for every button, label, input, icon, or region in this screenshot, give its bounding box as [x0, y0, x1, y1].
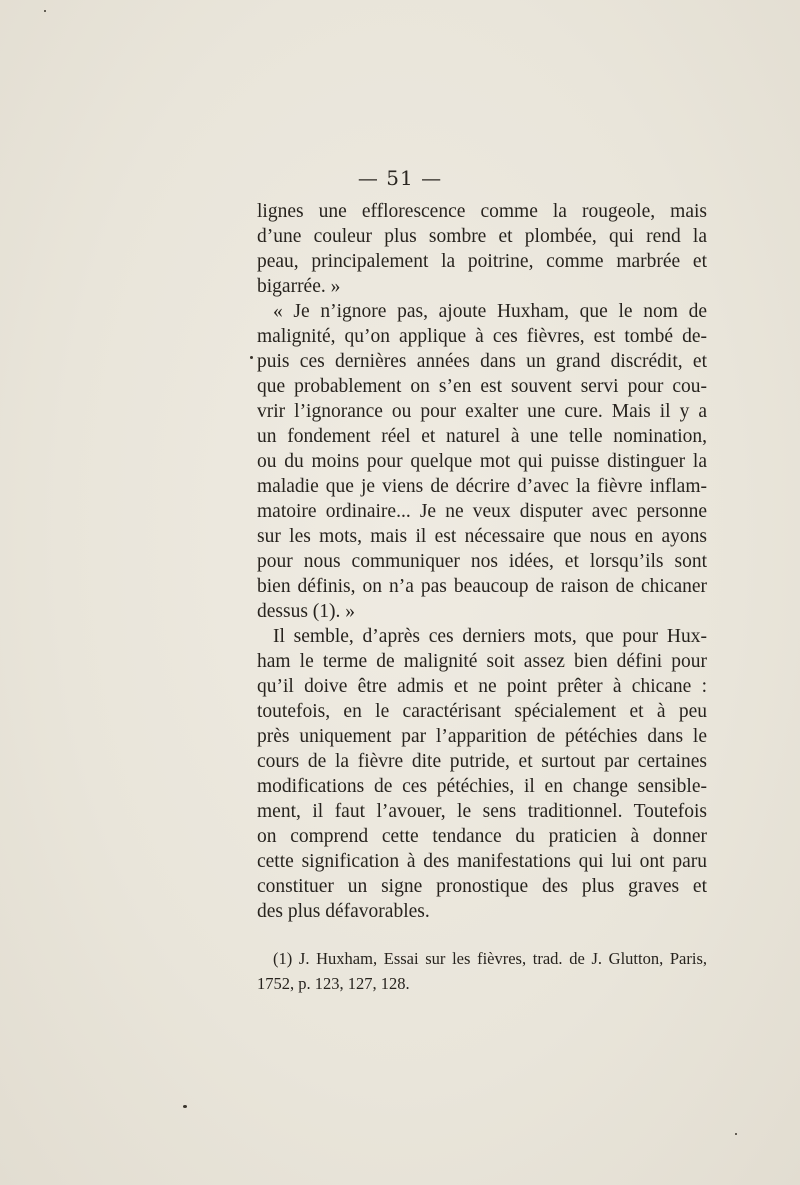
- text-line: maladie que je viens de décrire d’avec la fièvre inflam-: [257, 476, 707, 497]
- text-line: vrir l’ignorance ou pour exalter une cure. Mais il y a: [257, 401, 707, 422]
- footnote-line: (1) J. Huxham, Essai sur les fièvres, trad. de J. Glutton, Paris,: [273, 949, 707, 968]
- text-line: qu’il doive être admis et ne point prêter à chicane :: [257, 676, 707, 697]
- text-line: cours de la fièvre dite putride, et surtout par certaines: [257, 751, 707, 772]
- text-line: lignes une efflorescence comme la rougeole, mais: [257, 201, 707, 222]
- text-line: un fondement réel et naturel à une telle nomination,: [257, 426, 707, 447]
- text-line: d’une couleur plus sombre et plombée, qui rend la: [257, 226, 707, 247]
- text-line: on comprend cette tendance du praticien à donner: [257, 826, 707, 847]
- footnote-line: 1752, p. 123, 127, 128.: [257, 974, 410, 993]
- text-line: cette signification à des manifestations qui lui ont paru: [257, 851, 707, 872]
- text-line: dessus (1). »: [257, 601, 356, 622]
- text-line: ment, il faut l’avouer, le sens traditionnel. Toutefois: [257, 801, 707, 822]
- text-line: bien définis, on n’a pas beaucoup de raison de chicaner: [257, 576, 707, 597]
- text-line: modifications de ces pétéchies, il en change sensible-: [257, 776, 707, 797]
- text-line: ou du moins pour quelque mot qui puisse distinguer la: [257, 451, 707, 472]
- text-line: malignité, qu’on applique à ces fièvres, est tombé de-: [257, 326, 707, 347]
- text-line: « Je n’ignore pas, ajoute Huxham, que le nom de: [273, 301, 707, 322]
- page-number: — 51 —: [357, 166, 443, 190]
- text-line: pour nous communiquer nos idées, et lorsqu’ils sont: [257, 551, 707, 572]
- text-line: Il semble, d’après ces derniers mots, que pour Hux-: [273, 626, 707, 647]
- text-line: toutefois, en le caractérisant spécialement et à peu: [257, 701, 707, 722]
- text-line: sur les mots, mais il est nécessaire que nous en ayons: [257, 526, 707, 547]
- text-line: matoire ordinaire... Je ne veux disputer avec personne: [257, 501, 707, 522]
- text-line: ham le terme de malignité soit assez bien défini pour: [257, 651, 707, 672]
- text-line: peau, principalement la poitrine, comme marbrée et: [257, 251, 707, 272]
- margin-speck: [250, 356, 253, 359]
- text-line: bigarrée. »: [257, 276, 341, 297]
- text-line: puis ces dernières années dans un grand discrédit, et: [257, 351, 707, 372]
- margin-speck: [735, 1133, 737, 1135]
- margin-speck: [44, 10, 46, 12]
- text-line: constituer un signe pronostique des plus graves et: [257, 876, 707, 897]
- text-line: des plus défavorables.: [257, 901, 430, 922]
- margin-speck: [183, 1105, 187, 1108]
- footnote: [257, 946, 707, 996]
- body-text: [257, 199, 707, 924]
- text-line: que probablement on s’en est souvent servi pour cou-: [257, 376, 707, 397]
- text-line: près uniquement par l’apparition de pétéchies dans le: [257, 726, 707, 747]
